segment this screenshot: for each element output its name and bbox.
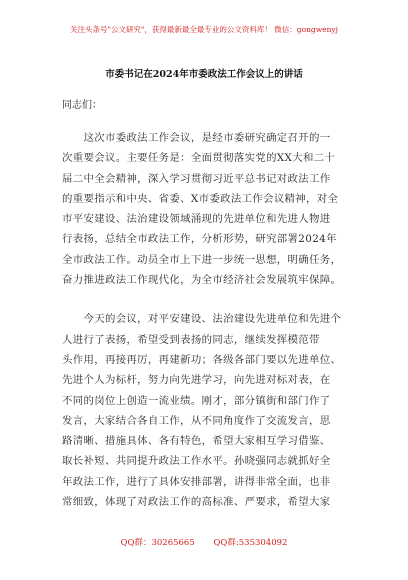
paragraph-1 [62,128,348,290]
footer-qq-group-2: QQ群:535304092 [213,538,288,548]
text-line: 不同的岗位上创造一流业绩。刚才，部分镇街和部门作了 [62,394,331,407]
text-line: 今天的会议，对平安建设、法治建设先进单位和先进个 [62,313,342,326]
text-line: 全市政法工作。动员全市上下进一步统一思想，明确任务， [62,253,342,266]
text-line: 头作用，再接再厉，再建新功；各级各部门要以先进单位、 [62,353,342,366]
document-title: 市委书记在2024年市委政法工作会议上的讲话 [105,69,303,80]
text-line: 发言，大家结合各自工作，从不同角度作了交流发言，思 [62,414,331,427]
header-banner: 关注头条号"公文研究"，获得最新最全最专业的公文资料库！ 微信：gongwenyj [70,25,338,34]
footer-qq-group-1: QQ群：30265665 [120,538,195,548]
text-line: 人进行了表扬，希望受到表扬的同志，继续发挥模范带 [62,333,320,346]
text-line: 取长补短、共同提升政法工作水平。孙晓强同志就抓好全 [62,455,331,468]
text-line: 路清晰、措施具体、各有特色，希望大家相互学习借鉴、 [62,435,331,448]
text-line: 奋力推进政法工作现代化，为全市经济社会发展筑牢保障。 [62,274,342,287]
footer [0,536,408,548]
text-line: 年政法工作，进行了具体安排部署，讲得非常全面，也非 [62,475,331,488]
document-body [62,128,348,531]
text-line: 行表扬，总结全市政法工作，分析形势，研究部署2024年 [62,233,337,246]
text-line: 先进个人为标杆，努力向先进学习，向先进对标对表，在 [62,374,331,387]
text-line: 常细致，体现了对政法工作的高标准、严要求，希望大家 [62,496,331,509]
text-line: 的重要指示和中央、省委、X市委政法工作会议精神，对全 [62,192,339,205]
salutation: 同志们： [62,100,102,111]
paragraph-2 [62,309,348,512]
text-line: 市平安建设、法治建设领域涌现的先进单位和先进人物进 [62,213,331,226]
text-line: 这次市委政法工作会议，是经市委研究确定召开的一 [62,132,331,144]
text-line: 届二中全会精神，深入学习贯彻习近平总书记对政法工作 [62,172,331,185]
text-line: 次重要会议。主要任务是：全面贯彻落实党的XX大和二十 [62,152,336,165]
